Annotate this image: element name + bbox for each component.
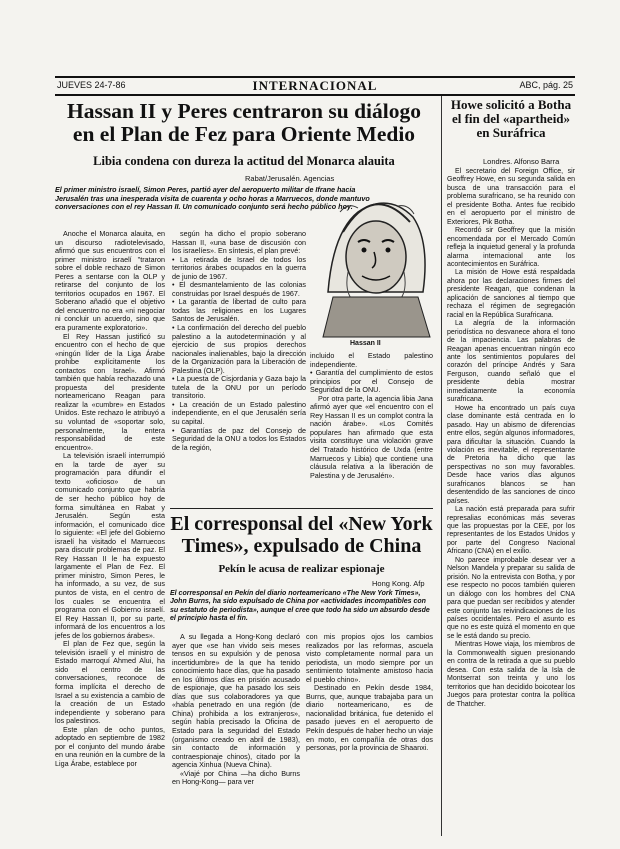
article3-title: Howe solicitó a Botha el fin del «apartheid» en Suráfrica	[450, 97, 572, 140]
article1-subtitle: Libia condena con dureza la actitud del Monarca alauita	[93, 154, 395, 168]
article1-title: Hassan II y Peres centraron su diálogo en el Plan de Fez para Oriente Medio	[67, 99, 421, 146]
paragraph: «Viajé por China —ha dicho Burns en Hong-Kong— para ver	[172, 768, 300, 787]
paragraph: El plan de Fez que, según la televisión israelí y el ministro de Estado marroquí Ahmed Alui, ha sido el centro de las conversaciones, reconoce de forma implícita el derecho de Israel a su existencia a cambio de la creación de un Estado independiente y soberano para los palestinos.	[55, 639, 165, 726]
plan-point: • Garantía del cumplimiento de estos principios por el Consejo de Seguridad de la ONU.	[310, 368, 433, 395]
paragraph: incluido el Estado palestino independiente.	[310, 351, 433, 369]
article1-lead: El primer ministro israelí, Simon Peres, partió ayer del aeropuerto militar de Ifrane hacia Jerusalén tras una inesperada visita de cuarenta y ocho horas a Marruecos, donde mantuvo conversaciones con el rey Hassan II. Un comunicado conjunto será hecho público hoy.	[55, 185, 370, 212]
article2-title: El corresponsal del «New York Times», expulsado de China	[170, 513, 433, 557]
paragraph: A su llegada a Hong-Kong declaró ayer que «se han vivido seis meses tensos en su expulsión y de penosa incertidumbre» de la que ha tenido conocimiento hace días, que ha pasado en los últimos días en prisión acusado de espionaje, que ha pasado los seis días que sus colaboradores ya que «había penetrado en una región (de China) prohibida a los extranjeros», según había precisado la Oficina de Estado para la seguridad del Estado (organismo creado en abril de 1983), sin contacto de información y contraespionaje chinos), citado por la agencia Xinhua (Nueva China).	[172, 632, 300, 770]
article1-byline: Rabat/Jerusalén. Agencias	[245, 174, 335, 183]
paragraph: según ha dicho el propio soberano Hassan II, «una base de discusión con los israelíes». En síntesis, el plan prevé:	[172, 229, 306, 256]
article1-column-2	[172, 230, 306, 452]
paragraph: Destinado en Pekín desde 1984, Burns, que, aunque trabajaba para un diario norteamericano, es de nacionalidad británica, fue detenido el pasado jueves en el aeropuerto de Pekín después de haber hecho un viaje en moto, en compañía de otras dos personas, por la provincia de Shaanxi.	[306, 683, 433, 753]
paragraph: Recordó sir Geoffrey que la misión encomendada por el Mercado Común refleja la inquietud general y la profunda alarma internacional ante los acontecimientos en Suráfrica.	[447, 227, 575, 268]
sidebar-divider	[441, 96, 442, 836]
article2-byline: Hong Kong. Afp	[372, 579, 425, 588]
paragraph: La nación está preparada para sufrir represalias económicas más severas que las propuestas por la CEE, por los representantes de los Estados Unidos y por parte del Congreso Nacional Africano (CNA) en el exilio.	[447, 506, 575, 556]
hassan-caricature	[318, 172, 433, 342]
plan-point: • La creación de un Estado palestino independiente, en el que Jerusalén sería su capital.	[172, 399, 306, 427]
plan-point: • La retirada de Israel de todos los territorios árabes ocupados en la guerra de junio de 1967.	[172, 254, 306, 281]
header-page-number: ABC, pág. 25	[519, 80, 573, 90]
article1-column-3	[310, 352, 433, 480]
page-header	[55, 76, 575, 96]
article2-column-1	[172, 633, 300, 787]
article2-lead: El corresponsal en Pekín del diario norteamericano «The New York Times», John Burns, ha sido expulsado de China por «actividades incompatibles con su estatuto de periodista», aunque el cree que todo ha sido un absurdo desde el principio hasta el fin.	[170, 590, 430, 623]
paragraph: Mientras Howe viaja, los miembros de la Commonwealth siguen presionando en contra de la retirada a que su pueblo desea. Con esta salida de la Isla de Montserrat son treinta y uno los territorios que han decidido boicotear los Juegos para protestar contra la política de Thatcher.	[447, 641, 575, 708]
paragraph: El secretario del Foreign Office, sir Geoffrey Howe, en su segunda salida en busca de una transacción para el problema surafricano, se ha reunido con el presidente Botha. Antes fue recibido en el aeropuerto por el ministro de Exteriores, Pik Botha.	[447, 168, 575, 226]
paragraph: La misión de Howe está respaldada ahora por las declaraciones firmes del presidente Reagan, que condenan la aplicación de sanciones al tiempo que rechaza el régimen de segregación racial en la República Surafricana.	[447, 269, 575, 319]
paragraph: La televisión israelí interrumpió en la tarde de ayer su programación para difundir el texto «oficioso» de un comunicado conjunto que habría de ser hecho público hoy de forma simultánea en Rabat y Jerusalén. Según esta información, el comunicado dice lo siguiente: «El jefe del Gobierno israelí ha visitado el Marruecos para discutir problemas de paz. El Rey Hassan II le ha expuesto largamente el Plan de Fez. El primer ministro, Simon Peres, le ha informado, a su vez, de sus puntos de vista, en el centro de los cuales se encuentra el programa con el Gobierno israelí. El Rey Hassan II, por su parte, informará de los encuentros a los jefes de los gobiernos árabes».	[55, 451, 165, 640]
article2-subtitle: Pekín le acusa de realizar espionaje	[218, 563, 385, 575]
plan-point: • La confirmación del derecho del pueblo palestino a la autodeterminación y al ejercicio de sus propios derechos nacionales inalienables, bajo la dirección de la Organización para la Liberación de Palestina (OLP).	[172, 323, 306, 375]
plan-point: • La garantía de libertad de culto para todas las religiones en los Lugares Santos de Jerusalén.	[172, 297, 306, 324]
header-date: JUEVES 24-7-86	[57, 80, 126, 90]
article2-top-rule	[170, 508, 433, 509]
article3-byline: Londres. Alfonso Barra	[483, 157, 560, 166]
header-section	[55, 78, 575, 94]
paragraph: La alegría de la información periodística no desvanece ahora el tono de la impaciencia. Las palabras de Reagan apenas encuentran ningún eco ante los sentimientos populares del corazón del príncipe Andrés y Sara Ferguson, cuando señaló que el presidente debía mostrar inmediatamente la economía surafricana.	[447, 320, 575, 404]
article3-column	[447, 168, 575, 709]
paragraph: Por otra parte, la agencia libia Jana afirmó ayer que «el encuentro con el Rey Hassan II es un complot contra la nación árabe». «Los Comités populares han afirmado que esta visita constituye una violación grave del Tratado histórico de Uxda (entre Marruecos y Libia) que contiene una cláusula relativa a la liberación de Palestina y de Jerusalén».	[310, 393, 433, 480]
paragraph: Anoche el Monarca alauita, en un discurso radiotelevisado, afirmó que sus encuentros con el primer ministro israelí "trataron sobre el doble rechazo de Simon Peres a sentarse con la OLP y retirarse del conjunto de los territorios ocupados en 1967. El Soberano añadió que el objetivo del encuentro no era «ni negociar ni concluir un acuerdo, sino que era puramente exploratorio».	[55, 229, 165, 333]
header-section-label: INTERNACIONAL	[247, 78, 384, 93]
paragraph: Howe ha encontrado un país cuya clase dominante está centrada en lo pasado. Hay un abismo de diferencias entre ellos, según algunos informadores, para dificultar la situación. Cuando la violación es inevitable, el representante de Pretoria ha dicho que las perspectivas no son muy favorables. Desde hace varios días algunos surafricanos blancos se han desentendido de las sanciones de cinco países.	[447, 404, 575, 505]
paragraph: Este plan de ocho puntos, adoptado en septiembre de 1982 por el conjunto del mundo árabe en una reunión en la cumbre de la Liga Árabe, establece por	[55, 724, 165, 768]
article1-column-1	[55, 230, 165, 768]
caricature-caption: Hassan II	[350, 340, 381, 347]
paragraph: No parece improbable desear ver a Nelson Mandela y preparar su salida de prisión. No la entrevista con Botha, y por ese respecto no pocos también quieren un diálogo con los hombres del CNA para que puedan ser recibidos y atender este conjunto las reivindicaciones de los países occidentales. Pero el asunto es que no es este quizá el momento en que se le está dando su precio.	[447, 556, 575, 640]
article2-column-2	[306, 633, 433, 753]
paragraph: con mis propios ojos los cambios realizados por las reformas, ascuela visto completamente normal para un periodista, un modo siempre por un sentimiento totalmente amistoso hacia el pueblo chino».	[306, 632, 433, 684]
plan-point: • Garantías de paz del Consejo de Seguridad de la ONU a todos los Estados de la región,	[172, 425, 306, 452]
plan-point: • El desmantelamiento de las colonias construidas por Israel después de 1967.	[172, 280, 306, 298]
plan-point: • La puesta de Cisjordania y Gaza bajo la tutela de la ONU por un período transitorio.	[172, 374, 306, 401]
paragraph: El Rey Hassan justificó su encuentro con el hecho de que «ningún líder de la Liga Árabe prohibe explícitamente los contactos con Israel». Afirmó también que había rechazado una propuesta del presidente norteamericano Reagan para realizar la «cumbre» en Estados Unidos. Este rechazo le atribuyó a su voluntad de «soportar solo, personalmente, la entera responsabilidad de este encuentro».	[55, 331, 165, 452]
